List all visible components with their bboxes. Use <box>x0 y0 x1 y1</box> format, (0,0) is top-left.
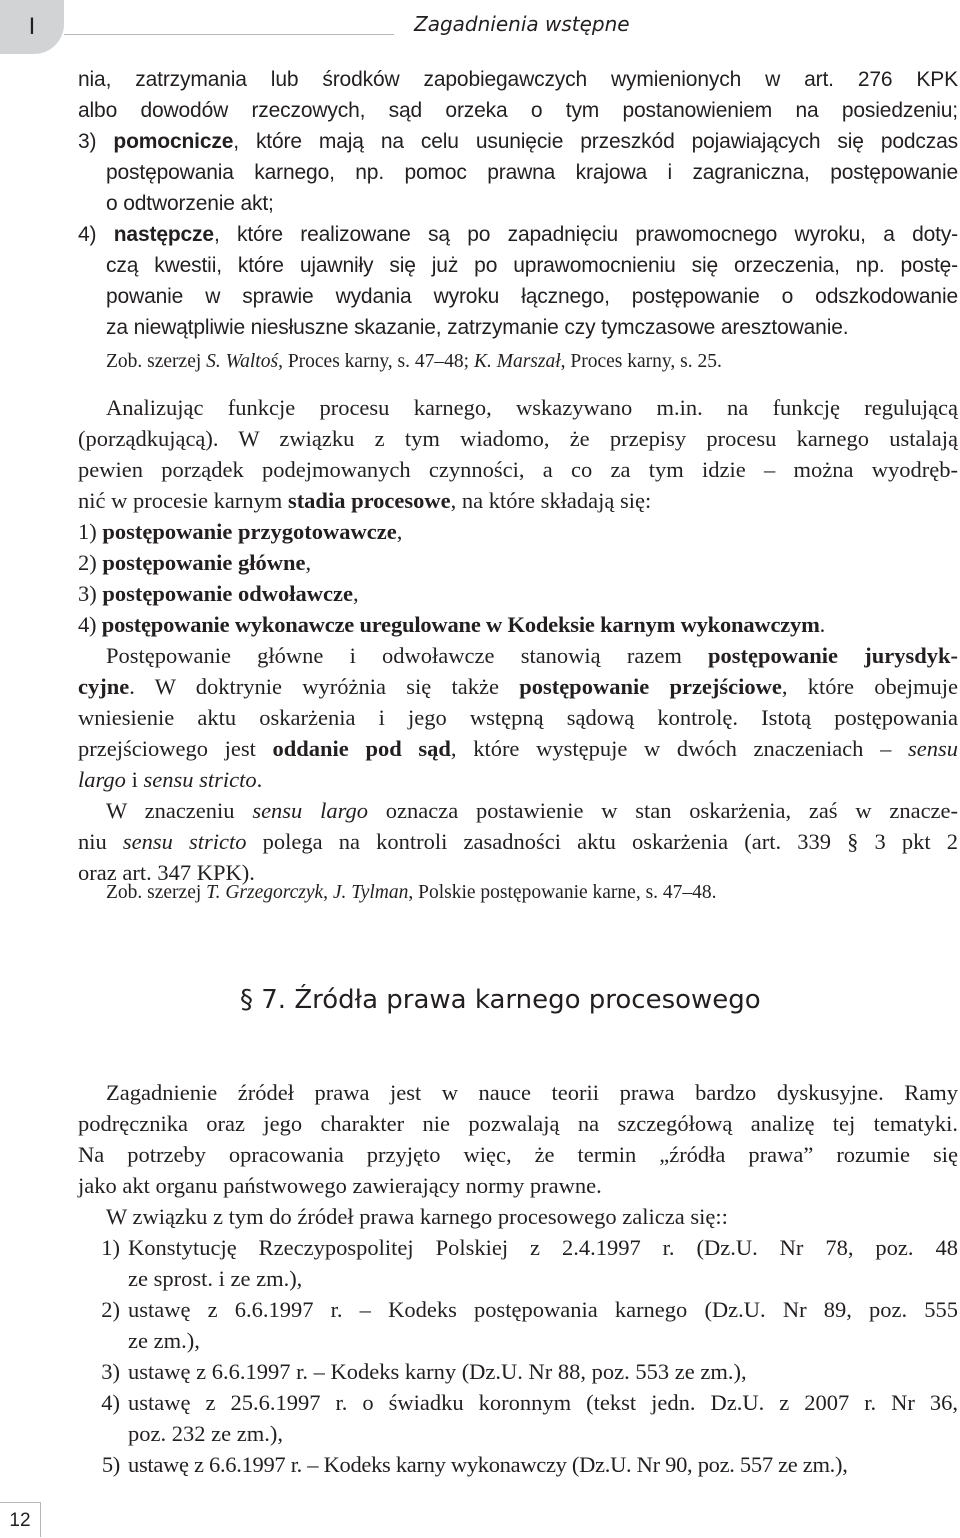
text-run: ustawę z 25.6.1997 r. o świadku koronnym (tekst jedn. Dz.U. z 2007 r. Nr 36, <box>128 1390 958 1415</box>
text-run: ustawę z 6.6.1997 r. – Kodeks postępowania karnego (Dz.U. Nr 89, poz. 555 <box>128 1297 958 1322</box>
bold-term: stadia procesowe <box>287 488 451 513</box>
text-run: , które obejmuje <box>781 674 958 699</box>
text-line <box>78 826 958 857</box>
reference-note <box>106 877 960 908</box>
text-line: jako akt organu państwowego zawierający normy prawne. <box>78 1173 602 1198</box>
list-number: 2) <box>101 1297 120 1322</box>
text-line: za niewątpliwie niesłuszne skazanie, zatrzymanie czy tymczasowe aresztowanie. <box>106 316 849 339</box>
latin-term: sensu largo <box>252 798 369 823</box>
text-line: Analizując funkcje procesu karnego, wskazywano m.in. na funkcję regulującą <box>106 395 958 420</box>
text-run: . W doktrynie wyróżnia się także <box>129 674 520 699</box>
list-item <box>78 609 958 640</box>
list-item-continuation: ze sprost. i ze zm.), <box>128 1266 303 1291</box>
list-item <box>78 1294 958 1325</box>
text-line <box>78 764 958 795</box>
running-head: Zagadnienia wstępne <box>414 12 630 36</box>
latin-term: largo <box>78 767 126 792</box>
text-run: Zob. szerzej <box>106 882 207 903</box>
text-line <box>78 640 958 671</box>
bold-term: postępowanie wykonawcze uregulowane w Kodeksie karnym wykonawczym <box>101 612 820 637</box>
text-run: niu <box>78 829 123 854</box>
text-run: , na które składają się: <box>450 488 652 513</box>
footer-rule <box>40 1502 41 1537</box>
text-line: pewien porządek podejmowanych czynności, a co za tym idzie – można wyodręb- <box>78 457 958 482</box>
text-run: polega na kontroli zasadności aktu oskarżenia (art. 339 § 3 pkt 2 <box>246 829 958 854</box>
latin-term: sensu stricto <box>143 767 257 792</box>
text-run: , Proces karny, s. 47–48; <box>278 351 474 372</box>
text-run: , <box>396 519 403 544</box>
list-item <box>78 1387 958 1418</box>
text-run: , <box>323 882 333 903</box>
list-item <box>78 578 958 609</box>
text-line: powanie w sprawie wydania wyroku łącznego, postępowanie o odszkodowanie <box>106 285 958 308</box>
list-number: 4) <box>78 223 97 246</box>
text-run: i <box>125 767 144 792</box>
list-number: 5) <box>101 1452 120 1477</box>
header-rule <box>64 34 394 35</box>
bold-term: postępowanie przygotowawcze <box>102 519 397 544</box>
list-number: 4) <box>78 612 97 637</box>
text-run: . <box>256 767 263 792</box>
text-line: albo dowodów rzeczowych, sąd orzeka o tym postanowieniem na posiedzeniu; <box>78 99 958 122</box>
list-number: 3) <box>101 1359 120 1384</box>
text-run: przejściowego jest <box>78 736 273 761</box>
text-line: podręcznika oraz jego charakter nie pozwalają na szczegółową analizę tej tematyki. <box>78 1111 958 1136</box>
text-run: , <box>352 581 359 606</box>
text-line: (porządkującą). W związku z tym wiadomo, że przepisy procesu karnego ustalają <box>78 426 958 451</box>
text-run: ustawę z 6.6.1997 r. – Kodeks karny wykonawczy (Dz.U. Nr 90, poz. 557 ze zm.), <box>128 1452 848 1477</box>
author-name: J. Tylman <box>332 882 409 903</box>
text-run: Postępowanie główne i odwoławcze stanowią razem <box>106 643 709 668</box>
bold-term: cyjne <box>78 674 130 699</box>
author-name: K. Marszał <box>473 351 561 372</box>
chapter-label: I <box>28 13 36 40</box>
bold-term: postępowanie przejściowe <box>519 674 782 699</box>
text-line <box>78 795 958 826</box>
text-line: oraz art. 347 KPK). <box>78 860 255 885</box>
text-run: . <box>819 612 826 637</box>
top-text-block <box>78 64 958 343</box>
bold-term: następcze <box>113 223 214 246</box>
text-line: czą kwestii, które ujawniły się już po uprawomocnieniu się orzeczenia, np. postę- <box>106 254 958 277</box>
text-line: postępowania karnego, np. pomoc prawna krajowa i zagraniczna, postępowanie <box>106 161 958 184</box>
text-run: , <box>305 550 312 575</box>
text-line: o odtworzenie akt; <box>106 192 274 215</box>
text-run: ustawę z 6.6.1997 r. – Kodeks karny (Dz.U. Nr 88, poz. 553 ze zm.), <box>128 1359 747 1384</box>
text-run: , które realizowane są po zapadnięciu prawomocnego wyroku, a doty- <box>213 223 959 246</box>
latin-term: sensu <box>908 736 958 761</box>
bold-term: postępowanie odwoławcze <box>102 581 353 606</box>
bold-term: postępowanie jurysdyk- <box>708 643 958 668</box>
list-number: 2) <box>78 550 97 575</box>
list-number: 3) <box>78 581 97 606</box>
list-item <box>78 126 958 157</box>
author-name: T. Grzegorczyk <box>206 882 324 903</box>
text-run: , które mają na celu usunięcie przeszkód pojawiających się podczas <box>233 130 958 153</box>
text-run: , Polskie postępowanie karne, s. 47–48. <box>408 882 717 903</box>
latin-term: sensu stricto <box>122 829 247 854</box>
text-line <box>78 671 958 702</box>
list-number: 1) <box>78 519 97 544</box>
list-item <box>78 1356 958 1387</box>
text-run: , które występuje w dwóch znaczeniach – <box>450 736 908 761</box>
text-run: , Proces karny, s. 25. <box>560 351 722 372</box>
text-line: nia, zatrzymania lub środków zapobiegawczych wymienionych w art. 276 KPK <box>78 68 958 91</box>
page-number-label: 12 <box>9 1509 31 1531</box>
bold-term: postępowanie główne <box>102 550 306 575</box>
section-title: § 7. Źródła prawa karnego procesowego <box>240 985 761 1015</box>
chapter-badge <box>0 0 64 54</box>
list-item <box>78 516 958 547</box>
list-item-continuation: poz. 232 ze zm.), <box>128 1421 283 1446</box>
list-item <box>78 547 958 578</box>
text-run: nić w procesie karnym <box>78 488 288 513</box>
bold-term: oddanie pod sąd <box>272 736 451 761</box>
text-line: wniesienie aktu oskarżenia i jego wstępną sądową kontrolę. Istotą postępowania <box>78 705 958 730</box>
text-run: W znaczeniu <box>106 798 253 823</box>
list-number: 1) <box>101 1235 120 1260</box>
text-line: Na potrzeby opracowania przyjęto więc, że termin „źródła prawa” rozumie się <box>78 1142 958 1167</box>
stages-block <box>78 392 958 888</box>
list-item-continuation: ze zm.), <box>128 1328 200 1353</box>
text-run: Zob. szerzej <box>106 351 207 372</box>
author-name: S. Waltoś <box>206 351 279 372</box>
sources-block <box>78 1077 958 1480</box>
text-line <box>78 733 958 764</box>
text-run: Konstytucję Rzeczypospolitej Polskiej z 2.4.1997 r. (Dz.U. Nr 78, poz. 48 <box>128 1235 958 1260</box>
page-number <box>0 1502 40 1538</box>
reference-note <box>106 346 960 377</box>
list-item <box>78 1449 958 1480</box>
text-run: oznacza postawienie w stan oskarżenia, zaś w znacze- <box>368 798 959 823</box>
list-item <box>78 219 958 250</box>
text-line: W związku z tym do źródeł prawa karnego procesowego zalicza się:: <box>106 1204 728 1229</box>
text-line <box>78 485 958 516</box>
bold-term: pomocnicze <box>113 130 234 153</box>
list-number: 4) <box>101 1390 120 1415</box>
text-line: Zagadnienie źródeł prawa jest w nauce teorii prawa bardzo dyskusyjne. Ramy <box>106 1080 958 1105</box>
list-number: 3) <box>78 130 97 153</box>
list-item <box>78 1232 958 1263</box>
